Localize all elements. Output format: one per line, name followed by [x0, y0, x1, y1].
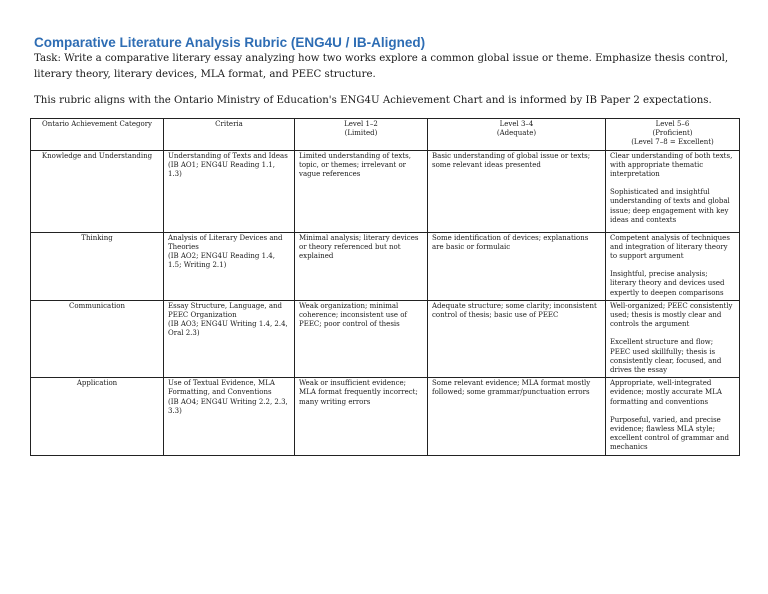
header-text: Level 5–6 — [655, 120, 690, 128]
level-5-8-cell — [606, 232, 740, 300]
header-level-5-6 — [606, 119, 740, 151]
level-7-8-text: Insightful, precise analysis; literary theory and devices used expertly to deepen comparisons — [610, 270, 725, 297]
criteria-cell: Understanding of Texts and Ideas (IB AO1; ENG4U Reading 1.1, 1.3) — [164, 150, 295, 232]
level-7-8-text: Sophisticated and insightful understanding of texts and global issue; deep engagement with key ideas and contexts — [610, 188, 730, 224]
table-row — [31, 378, 740, 456]
level-1-2-cell: Minimal analysis; literary devices or theory referenced but not explained — [295, 232, 428, 300]
table-row — [31, 232, 740, 300]
header-level-1-2 — [295, 119, 428, 151]
header-text: Ontario Achievement Category — [41, 120, 153, 128]
category-cell: Knowledge and Understanding — [31, 150, 164, 232]
criteria-cell: Essay Structure, Language, and PEEC Organization (IB AO3; ENG4U Writing 1.4, 2.4, Oral 2.3) — [164, 300, 295, 377]
header-text: Level 1–2 — [344, 120, 378, 128]
header-subtext: (Limited) — [344, 129, 378, 138]
category-cell: Communication — [31, 300, 164, 377]
header-subtext: (Level 7–8 = Excellent) — [631, 138, 714, 147]
level-1-2-cell: Weak or insufficient evidence; MLA format frequently incorrect; many writing errors — [295, 378, 428, 456]
level-7-8-text: Purposeful, varied, and precise evidence; flawless MLA style; excellent control of grammar and mechanics — [610, 415, 730, 452]
level-5-6-text: Well-organized; PEEC consistently used; thesis is mostly clear and controls the argument — [610, 301, 733, 329]
level-1-2-cell: Weak organization; minimal coherence; inconsistent use of PEEC; poor control of thesis — [295, 300, 428, 377]
rubric-table — [30, 118, 740, 456]
level-5-8-cell — [606, 378, 740, 456]
header-subtext: (Adequate) — [496, 129, 537, 138]
criteria-cell: Use of Textual Evidence, MLA Formatting, and Conventions (IB AO4; ENG4U Writing 2.2, 2.3, 3.3) — [164, 378, 295, 456]
level-5-8-cell — [606, 300, 740, 377]
level-5-8-cell — [606, 150, 740, 232]
header-subtext: (Proficient) — [652, 129, 693, 138]
level-3-4-cell: Adequate structure; some clarity; inconsistent control of thesis; basic use of PEEC — [428, 300, 606, 377]
page-title: Comparative Literature Analysis Rubric (ENG4U / IB-Aligned) — [34, 35, 426, 50]
level-3-4-cell: Basic understanding of global issue or texts; some relevant ideas presented — [428, 150, 606, 232]
table-row — [31, 150, 740, 232]
header-level-3-4 — [428, 119, 606, 151]
header-text: Level 3–4 — [499, 120, 534, 128]
level-7-8-text: Excellent structure and flow; PEEC used skillfully; thesis is consistently clear, focused, and drives the essay — [610, 338, 722, 375]
criteria-cell: Analysis of Literary Devices and Theories (IB AO2; ENG4U Reading 1.4, 1.5; Writing 2.1) — [164, 232, 295, 300]
level-5-6-text: Appropriate, well-integrated evidence; mostly accurate MLA formatting and conventions — [610, 379, 722, 406]
alignment-note: This rubric aligns with the Ontario Ministry of Education's ENG4U Achievement Chart and is informed by IB Paper 2 expectations. — [34, 95, 712, 106]
header-category — [31, 119, 164, 151]
category-cell: Application — [31, 378, 164, 456]
header-text: Criteria — [215, 120, 243, 128]
level-3-4-cell: Some identification of devices; explanations are basic or formulaic — [428, 232, 606, 300]
header-criteria — [164, 119, 295, 151]
level-1-2-cell: Limited understanding of texts, topic, or themes; irrelevant or vague references — [295, 150, 428, 232]
category-cell: Thinking — [31, 232, 164, 300]
level-5-6-text: Clear understanding of both texts, with appropriate thematic interpretation — [610, 151, 733, 179]
table-row — [31, 300, 740, 377]
task-description: Task: Write a comparative literary essay analyzing how two works explore a common global issue or theme. Emphasize thesis control, literary theory, literary devices, MLA format, and PEEC structure. — [34, 53, 729, 80]
level-3-4-cell: Some relevant evidence; MLA format mostly followed; some grammar/punctuation errors — [428, 378, 606, 456]
level-5-6-text: Competent analysis of techniques and integration of literary theory to support argument — [610, 233, 730, 261]
table-header-row — [31, 119, 740, 151]
